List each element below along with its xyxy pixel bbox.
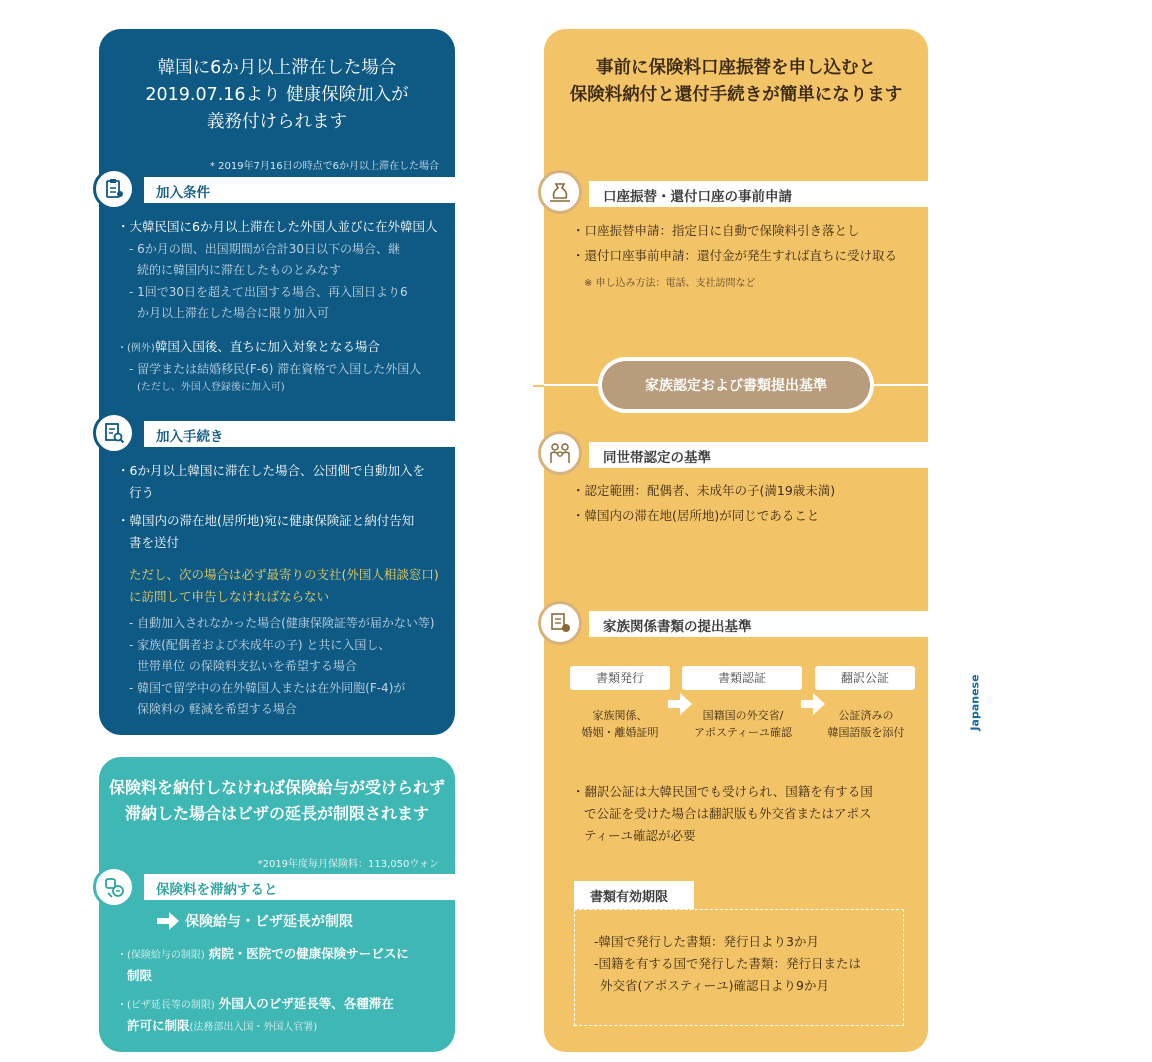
document-stamp-icon <box>538 601 582 645</box>
notarize-bullet: で公証を受けた場合は翻訳版も外交省またはアポス <box>584 806 872 821</box>
health-insurance-card <box>99 29 455 735</box>
validity-line: -国籍を有する国で発行した書類：発行日または <box>594 956 862 971</box>
section-heading-procedure <box>144 421 455 447</box>
procedure-bullet: ・韓国内の滞在地(居所地)宛に健康保険証と納付告知 <box>117 513 415 528</box>
section-heading-label: 保険料を滞納すると <box>156 882 278 898</box>
procedure-sub: - 家族(配偶者および未成年の子) と共に入国し、 <box>129 638 391 652</box>
divider-pill-label: 家族認定および書類提出基準 <box>645 378 827 394</box>
validity-heading: 書類有効期限 <box>590 890 669 905</box>
restriction-tail: (法務部出入国・外国人官署) <box>189 1022 318 1033</box>
language-label-text: Japanese <box>968 674 982 731</box>
section-heading-label: 同世帯認定の基準 <box>603 450 711 466</box>
step-document-certify: 書類認証 <box>682 666 802 690</box>
arrears-warning-card <box>99 757 455 1052</box>
section-heading-label: 口座振替・還付口座の事前申請 <box>603 189 792 205</box>
section-heading-label: 加入条件 <box>156 185 210 201</box>
arrow-right-icon <box>157 912 179 930</box>
card-title: 事前に保険料口座振替を申し込むと 保険料納付と還付手続きが簡単になります <box>569 58 903 105</box>
condition-bullet: ・大韓民国に6か月以上滞在した外国人並びに在外韓国人 <box>117 219 438 234</box>
section-heading-label: 加入手続き <box>156 429 224 445</box>
notarize-bullet: ・翻訳公証は大韓民国でも受けられ、国籍を有する国 <box>572 784 873 799</box>
procedure-sub: 世帯単位 の保険料支払いを希望する場合 <box>137 659 357 673</box>
section-divider-pill <box>602 361 870 409</box>
exception-prefix: ・(例外) <box>117 343 155 354</box>
restriction-text: 外国人のビザ延長等、各種滞在 <box>218 996 394 1011</box>
section-heading-label: 家族関係書類の提出基準 <box>603 619 752 635</box>
highlight-note: に訪問して申告しなければならない <box>129 589 330 604</box>
household-bullet: ・韓国内の滞在地(居所地)が同じであること <box>572 508 820 523</box>
step-desc: 家族関係、 婚姻・離婚証明 <box>581 709 659 739</box>
restriction-text: 許可に制限 <box>127 1018 190 1033</box>
money-bag-icon <box>538 170 582 214</box>
exception-bullet <box>117 336 380 359</box>
validity-tab <box>574 881 694 909</box>
household-bullet: ・認定範囲：配偶者、未成年の子(満19歳未満) <box>572 483 836 498</box>
account-bullet: ・還付口座事前申請：還付金が発生すれば直ちに受け取る <box>572 248 898 263</box>
family-icon <box>538 431 582 475</box>
account-bullet: ・口座振替申請：指定日に自動で保険料引き落とし <box>572 223 860 238</box>
section-heading-arrears <box>144 874 455 900</box>
account-transfer-card <box>544 29 928 1052</box>
condition-sub: - 1回で30日を超えて出国する場合、再入国日より6 <box>129 285 408 299</box>
highlight-note: ただし、次の場合は必ず最寄りの支社(外国人相談窓口) <box>129 567 439 582</box>
premium-note: *2019年度毎月保険料：113,050ウォン <box>257 859 439 870</box>
section-heading-household <box>589 442 928 468</box>
tools-icon <box>93 866 135 908</box>
footnote: * 2019年7月16日の時点で6か月以上滞在した場合 <box>209 161 439 172</box>
step-translation-notarize: 翻訳公証 <box>815 666 915 690</box>
document-search-icon <box>93 412 135 454</box>
section-heading-documents <box>589 611 928 637</box>
restriction-text: 病院・医院での健康保険サービスに <box>208 946 409 961</box>
divider-line <box>533 385 544 387</box>
application-note: ※ 申し込み方法：電話、支社訪問など <box>584 278 756 289</box>
procedure-sub: 保険料の 軽減を希望する場合 <box>137 702 297 716</box>
step-desc: 国籍国の外交省/ アポスティーユ確認 <box>694 709 792 739</box>
validity-line: -韓国で発行した書類：発行日より3か月 <box>594 934 819 949</box>
exception-sub: (ただし、外国人登録後に加入可) <box>137 382 285 393</box>
language-label <box>960 672 990 738</box>
restriction-bullet <box>127 1015 317 1038</box>
procedure-bullet: 書を送付 <box>129 535 180 550</box>
procedure-sub: - 韓国で留学中の在外韓国人または在外同胞(F-4)が <box>129 681 406 695</box>
consequence-text: 保険給与・ビザ延長が制限 <box>185 914 353 930</box>
restriction-prefix: ・(保険給与の制限) <box>117 950 205 961</box>
condition-sub: - 6か月の間、出国期間が合計30日以下の場合、継 <box>129 242 401 256</box>
step-document-issue: 書類発行 <box>570 666 670 690</box>
restriction-bullet <box>117 993 394 1016</box>
condition-sub: か月以上滞在した場合に限り加入可 <box>137 306 330 320</box>
procedure-bullet: ・6か月以上韓国に滞在した場合、公団側で自動加入を <box>117 463 425 478</box>
validity-line: 外交省(アポスティーユ)確認日より9か月 <box>600 978 829 993</box>
restriction-bullet <box>117 943 409 966</box>
section-heading-account <box>589 181 928 207</box>
exception-text: 韓国入国後、直ちに加入対象となる場合 <box>154 339 380 354</box>
exception-sub: - 留学または結婚移民(F-6) 滞在資格で入国した外国人 <box>129 362 422 376</box>
condition-sub: 続的に韓国内に滞在したものとみなす <box>137 263 342 277</box>
procedure-bullet: 行う <box>129 485 155 500</box>
card-title: 保険料を納付しなければ保険給与が受けられず 滞納した場合はビザの延長が制限されます <box>108 778 445 823</box>
section-heading-conditions <box>144 177 455 203</box>
clipboard-icon <box>93 168 135 210</box>
restriction-text: 制限 <box>127 968 153 983</box>
notarize-bullet: ティーユ確認が必要 <box>584 828 696 843</box>
restriction-prefix: ・(ビザ延長等の制限) <box>117 1000 215 1011</box>
card-title: 韓国に6か月以上滞在した場合 2019.07.16より 健康保険加入が 義務付けられます <box>145 58 409 132</box>
procedure-sub: - 自動加入されなかった場合(健康保険証等が届かない等) <box>129 616 435 630</box>
step-desc: 公証済みの 韓国語版を添付 <box>827 709 905 739</box>
